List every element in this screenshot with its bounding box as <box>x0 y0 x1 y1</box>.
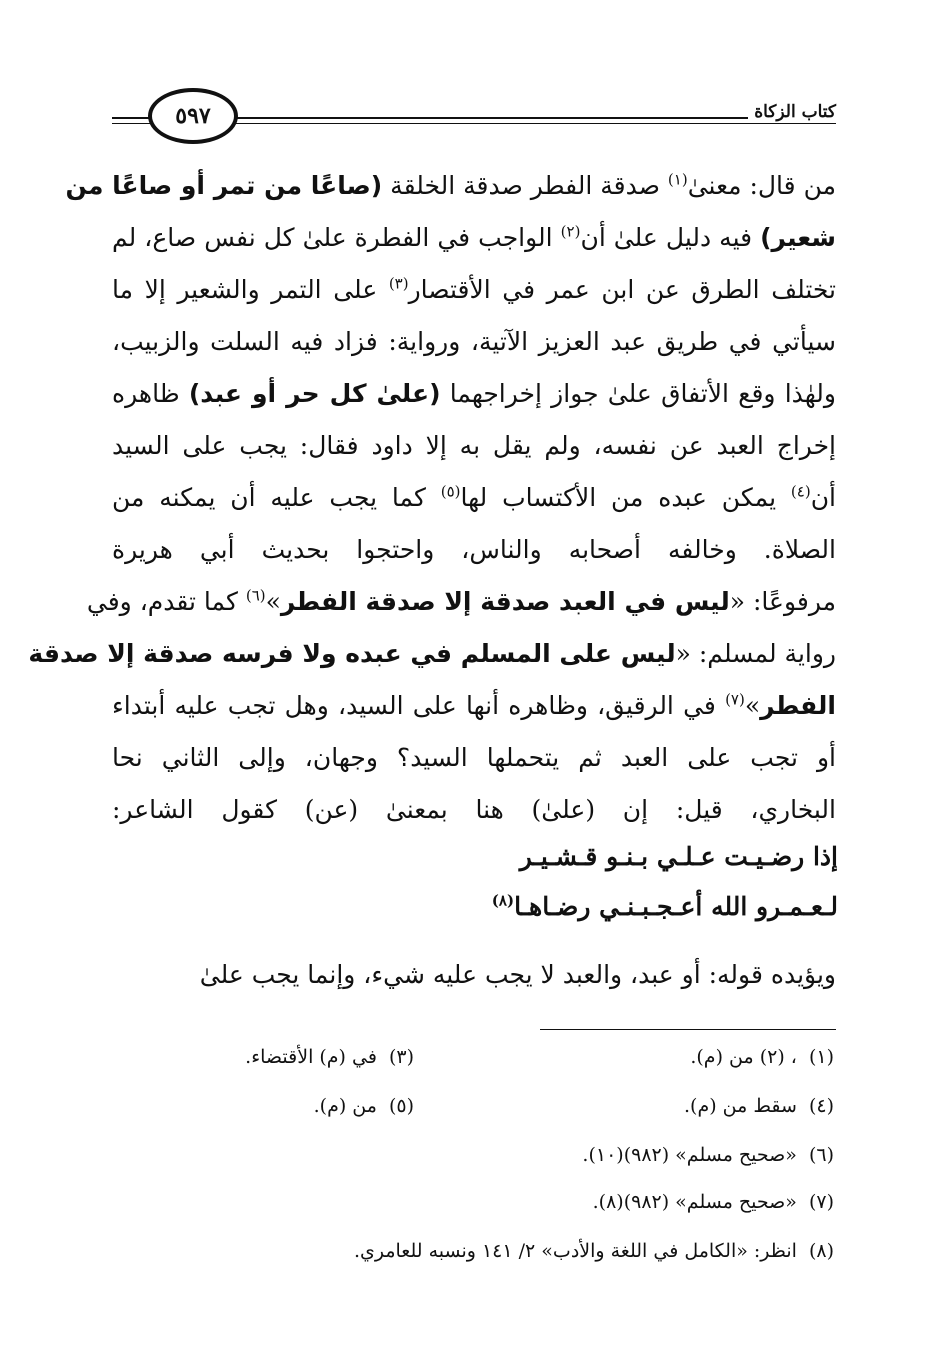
footnote <box>314 1089 414 1123</box>
hadith-text: الفطر <box>760 691 836 720</box>
chapter-title: كتاب الزكاة <box>748 102 836 122</box>
text-segment: من قال: معنىٰ <box>687 171 836 200</box>
footnote <box>690 1040 834 1074</box>
footnote <box>593 1185 834 1219</box>
footnote-text: في (م) الأقتضاء. <box>245 1046 377 1068</box>
footnote-ref: (٧) <box>725 690 745 709</box>
text-line <box>65 160 836 212</box>
text-line <box>112 680 836 732</box>
footnote <box>245 1040 414 1074</box>
footnote-ref: (٥) <box>440 482 461 501</box>
header-rule-right <box>230 117 836 119</box>
page-number: ٥٩٧ <box>148 88 238 144</box>
text-segment: كما تقدم، وفي <box>86 587 246 616</box>
footnote-row <box>104 1089 834 1123</box>
text-segment: » <box>744 691 761 720</box>
text-segment: إخراج العبد عن نفسه، ولم يقل به إلا داود فقال: يجب على السيد <box>112 431 836 460</box>
footnote-separator <box>540 1029 836 1030</box>
footnote-row <box>104 1040 834 1074</box>
footnote-number: (٥) <box>388 1095 414 1117</box>
footnote-ref: (٨) <box>491 891 515 910</box>
text-line <box>112 732 836 784</box>
main-text <box>28 160 837 836</box>
text-segment: يمكن عبده من الأكتساب لها <box>460 483 791 512</box>
text-segment: الواجب في الفطرة علىٰ كل نفس صاع، لم <box>112 223 561 252</box>
text-line <box>28 628 836 680</box>
text-segment: » <box>265 587 281 616</box>
text-segment: صدقة الفطر صدقة الخلقة <box>382 171 668 200</box>
text-segment: أو تجب على العبد ثم يتحملها السيد؟ وجهان، وإلى الثاني نحا <box>112 743 836 772</box>
text-line <box>112 784 836 836</box>
footnote <box>354 1234 834 1268</box>
text-line <box>112 316 836 368</box>
footnote <box>684 1089 834 1123</box>
text-segment: البخاري، قيل: إن (علىٰ) هنا بمعنىٰ (عن) كقول الشاعر: <box>112 795 836 824</box>
footnote-ref: (٦) <box>245 586 266 605</box>
text-line <box>112 472 836 524</box>
text-segment: مرفوعًا: « <box>729 587 836 616</box>
hadith-text: ليس في العبد صدقة إلا صدقة الفطر <box>280 587 730 616</box>
footnote-number: (٣) <box>388 1046 414 1068</box>
text-line <box>112 212 836 264</box>
footnote-number: (١) <box>808 1046 834 1068</box>
text-segment: رواية لمسلم: « <box>675 639 836 668</box>
text-segment: كما يجب عليه أن يمكنه من <box>112 483 441 512</box>
footnote-ref: (٤) <box>790 482 811 501</box>
poem-line-1: إذا رضـيـت عـلـي بـنـو قـشـيـر <box>519 842 838 871</box>
hadith-text: (صاعًا من تمر أو صاعًا من <box>65 171 383 200</box>
text-segment: الصلاة. وخالفه أصحابه والناس، واحتجوا بحديث أبي هريرة <box>112 535 837 564</box>
text-segment: أن <box>810 483 836 512</box>
text-segment: فيه دليل علىٰ أن <box>580 223 761 252</box>
text-line <box>112 264 836 316</box>
text-segment: سيأتي في طريق عبد العزيز الآتية، ورواية: فزاد فيه السلت والزبيب، <box>112 327 836 356</box>
text-segment: ولهٰذا وقع الأتفاق علىٰ جواز إخراجهما <box>440 379 836 408</box>
poem-line-2 <box>492 892 838 921</box>
paragraph-last-line: ويؤيده قوله: أو عبد، والعبد لا يجب عليه شيء، وإنما يجب علىٰ <box>199 960 836 989</box>
footnote-row <box>104 1138 834 1172</box>
text-segment: في الرقيق، وظاهره أنها على السيد، وهل تجب عليه أبتداء <box>112 691 726 720</box>
footnote-number: (٨) <box>808 1240 834 1262</box>
text-line <box>112 368 836 420</box>
footnote-ref: (١) <box>667 170 688 189</box>
text-line <box>112 524 836 576</box>
footnote-number: (٤) <box>808 1095 834 1117</box>
text-segment: على التمر والشعير إلا ما <box>112 275 389 304</box>
footnote-row <box>104 1234 834 1268</box>
text-line <box>86 576 836 628</box>
header-rule-right-thin <box>230 123 836 124</box>
footnote-text: سقط من (م). <box>684 1095 797 1117</box>
poem-line-2-text: لـعـمـرو الله أعـجـبـنـي رضـاهـا <box>514 892 838 921</box>
footnote-number: (٧) <box>808 1191 834 1213</box>
page-header <box>112 86 836 156</box>
hadith-text: ليس على المسلم في عبده ولا فرسه صدقة إلا صدقة <box>28 639 676 668</box>
hadith-text: شعير) <box>760 223 837 252</box>
footnote-row <box>104 1185 834 1219</box>
footnote-text: من (م). <box>313 1095 377 1117</box>
footnote-text: انظر: «الكامل في اللغة والأدب» ٢/ ١٤١ ونسبه للعامري. <box>353 1240 797 1262</box>
text-segment: تختلف الطرق عن ابن عمر في الأقتصار <box>408 275 837 304</box>
hadith-text: (علىٰ كل حر أو عبد) <box>188 379 441 408</box>
text-line <box>112 420 836 472</box>
footnote <box>582 1138 834 1172</box>
footnote-ref: (٢) <box>560 222 581 241</box>
footnote-text: «صحيح مسلم» (٩٨٢)(١٠). <box>582 1144 797 1166</box>
footnote-number: (٦) <box>808 1144 834 1166</box>
footnote-text: ، (٢) من (م). <box>690 1046 797 1068</box>
footnote-text: «صحيح مسلم» (٩٨٢)(٨). <box>592 1191 797 1213</box>
text-segment: ظاهره <box>112 379 189 408</box>
footnote-ref: (٣) <box>388 274 409 293</box>
